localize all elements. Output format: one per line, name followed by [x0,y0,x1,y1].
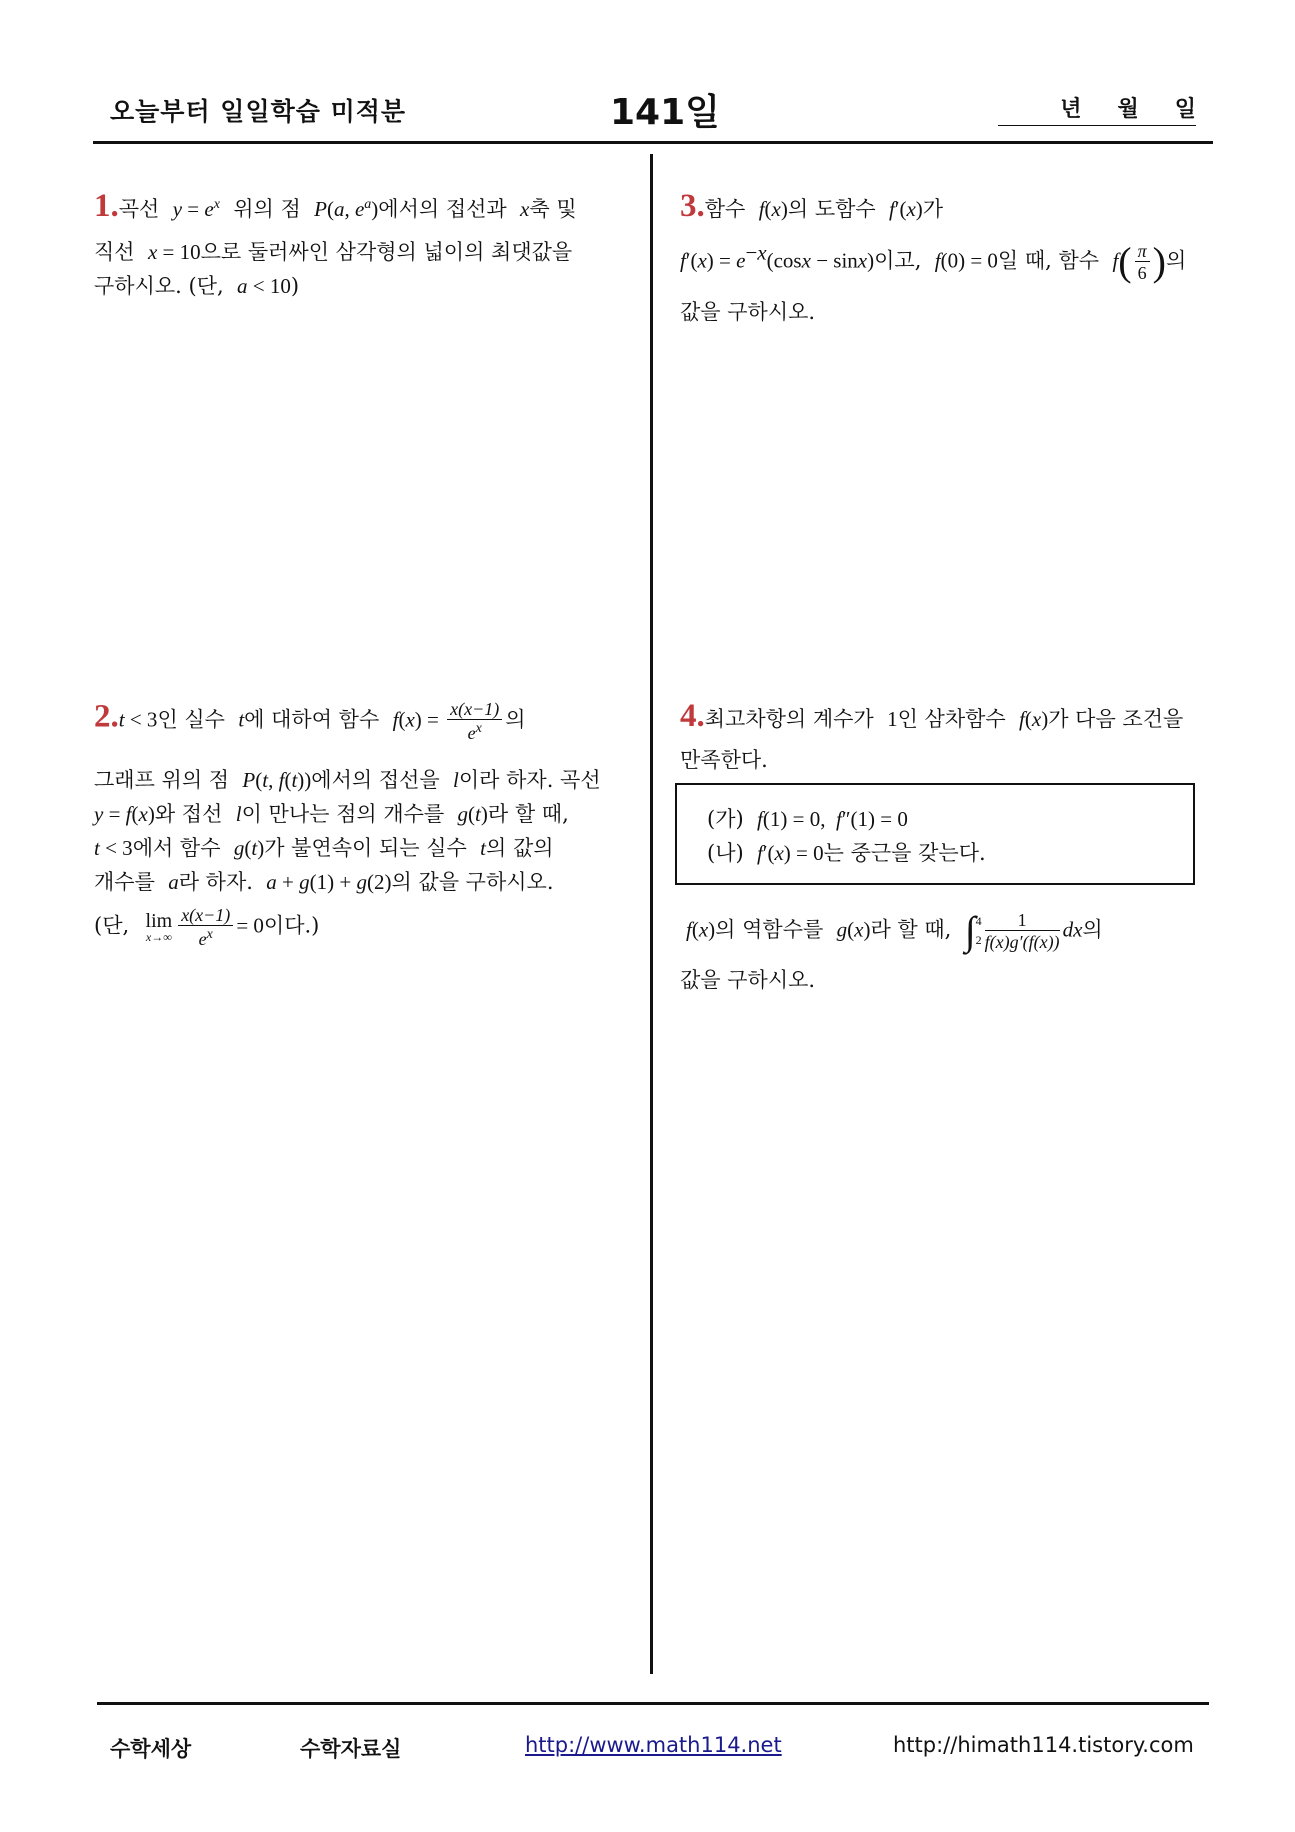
problem-4-line-3: f(x)의 역함수를 g(x)라 할 때, ∫ 4 2 $\frac{1}{f(x)g'(f(x))}$ dx의 [686,908,1103,953]
problem-1-line-1: 1.곡선 $y = e^x$ 위의 점 P(a, $e^a$)에서의 접선과 x축 및 [94,188,577,224]
problem-2-line-3: y = f(x)와 접선 l이 만나는 점의 개수를 g(t)라 할 때, [94,802,569,826]
year-label: 년 [1060,97,1082,122]
problem-2-line-5: 개수를 a라 하자. a + g(1) + g(2)의 값을 구하시오. [94,870,554,894]
problem-number: 4. [680,698,705,734]
problem-number: 1. [94,188,119,224]
footer-site: 수학세상 [110,1737,192,1761]
problem-1-line-3: 구하시오. (단, a < 10) [94,274,300,298]
day-of-month-label: 일 [1174,97,1196,122]
footer-rule [97,1702,1209,1705]
month-label: 월 [1117,97,1139,122]
problem-3 [680,190,1220,330]
conditions-box [675,783,1195,885]
book-title: 오늘부터 일일학습 미적분 [110,97,407,126]
date-fill-area [998,92,1196,126]
problem-4-line-4: 값을 구하시오. [680,968,816,992]
problem-3-line-3: 값을 구하시오. [680,300,816,324]
problem-2 [94,700,634,960]
problem-3-line-1: 3.함수 f(x)의 도함수 f′(x)가 [680,188,944,224]
header-rule [93,141,1213,144]
problem-2-line-1: 2.t < 3인 실수 t에 대하여 함수 f(x) = $\frac{x(x-1)}{e^x}$ 의 [94,698,526,743]
footer-link-tistory[interactable]: http://himath114.tistory.com [893,1733,1194,1757]
condition-b: (나) f′(x) = 0는 중근을 갖는다. [707,841,986,865]
problem-4-line-1: 4.최고차항의 계수가 1인 삼차함수 f(x)가 다음 조건을 [680,698,1184,734]
problem-number: 2. [94,698,119,735]
problem-2-line-2: 그래프 위의 점 P(t, f(t))에서의 접선을 l이라 하자. 곡선 [94,768,601,792]
problem-1 [94,190,634,300]
problem-3-line-2: $f'(x) = e^{-x}(\cos x - \sin x)$이고, f(0) = 0일 때, 함수 f( $\frac{\pi}{6}$ )의 [680,239,1187,284]
footer-link-math114[interactable] [525,1733,782,1757]
column-divider [650,154,653,1674]
problem-4-line-2: 만족한다. [680,748,768,772]
problem-2-line-6: (단, lim x→∞ $\frac{x(x-1)}{e^x}$ = 0이다.) [94,905,320,949]
day-label: 141일 [610,92,720,133]
math114-link[interactable]: http://www.math114.net [525,1733,782,1757]
footer-archive: 수학자료실 [300,1737,402,1761]
problem-number: 3. [680,188,705,224]
problem-2-line-4: t < 3에서 함수 g(t)가 불연속이 되는 실수 t의 값의 [94,836,554,860]
problem-1-line-2: 직선 x = 10으로 둘러싸인 삼각형의 넓이의 최댓값을 [94,240,573,264]
problem-4-question [680,905,1220,995]
condition-a: (가) f(1) = 0, f″(1) = 0 [707,807,908,831]
